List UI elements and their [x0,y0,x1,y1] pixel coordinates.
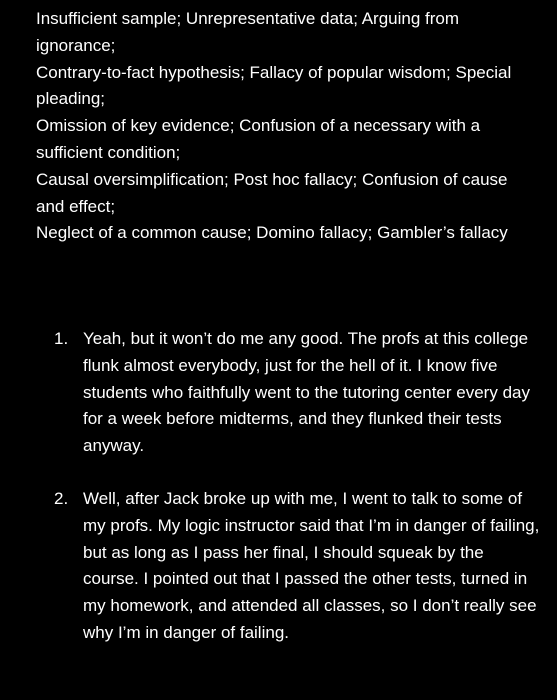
fallacy-line-4: Causal oversimplification; Post hoc fallacy; Confusion of cause and effect; [36,169,508,216]
item-text: Well, after Jack broke up with me, I went to talk to some of my profs. My logic instructor said that I’m in danger of failing, but as long as I pass her final, I should squeak by the course. I pointed out that I passed the other tests, turned in my homework, and attended all classes, so I don’t really see why I’m in danger of failing. [83,488,540,642]
fallacy-line-2: Contrary-to-fact hypothesis; Fallacy of popular wisdom; Special pleading; [36,62,512,109]
exercise-items [54,326,541,673]
exercise-item-2 [54,486,541,647]
exercise-item-1 [54,326,541,460]
item-number: 1. [54,329,69,348]
fallacy-line-5: Neglect of a common cause; Domino fallacy; Gambler’s fallacy [36,223,508,243]
item-text: Yeah, but it won’t do me any good. The profs at this college flunk almost everybody, just for the hell of it. I know five students who faithfully went to the tutoring center every day for a week before midterms, and they flunked their tests anyway. [83,329,530,456]
fallacy-line-1: Insufficient sample; Unrepresentative data; Arguing from ignorance; [36,9,460,55]
fallacy-line-3: Omission of key evidence; Confusion of a necessary with a sufficient condition; [36,116,481,162]
item-number: 2. [54,488,69,508]
fallacy-options-list [36,6,537,247]
